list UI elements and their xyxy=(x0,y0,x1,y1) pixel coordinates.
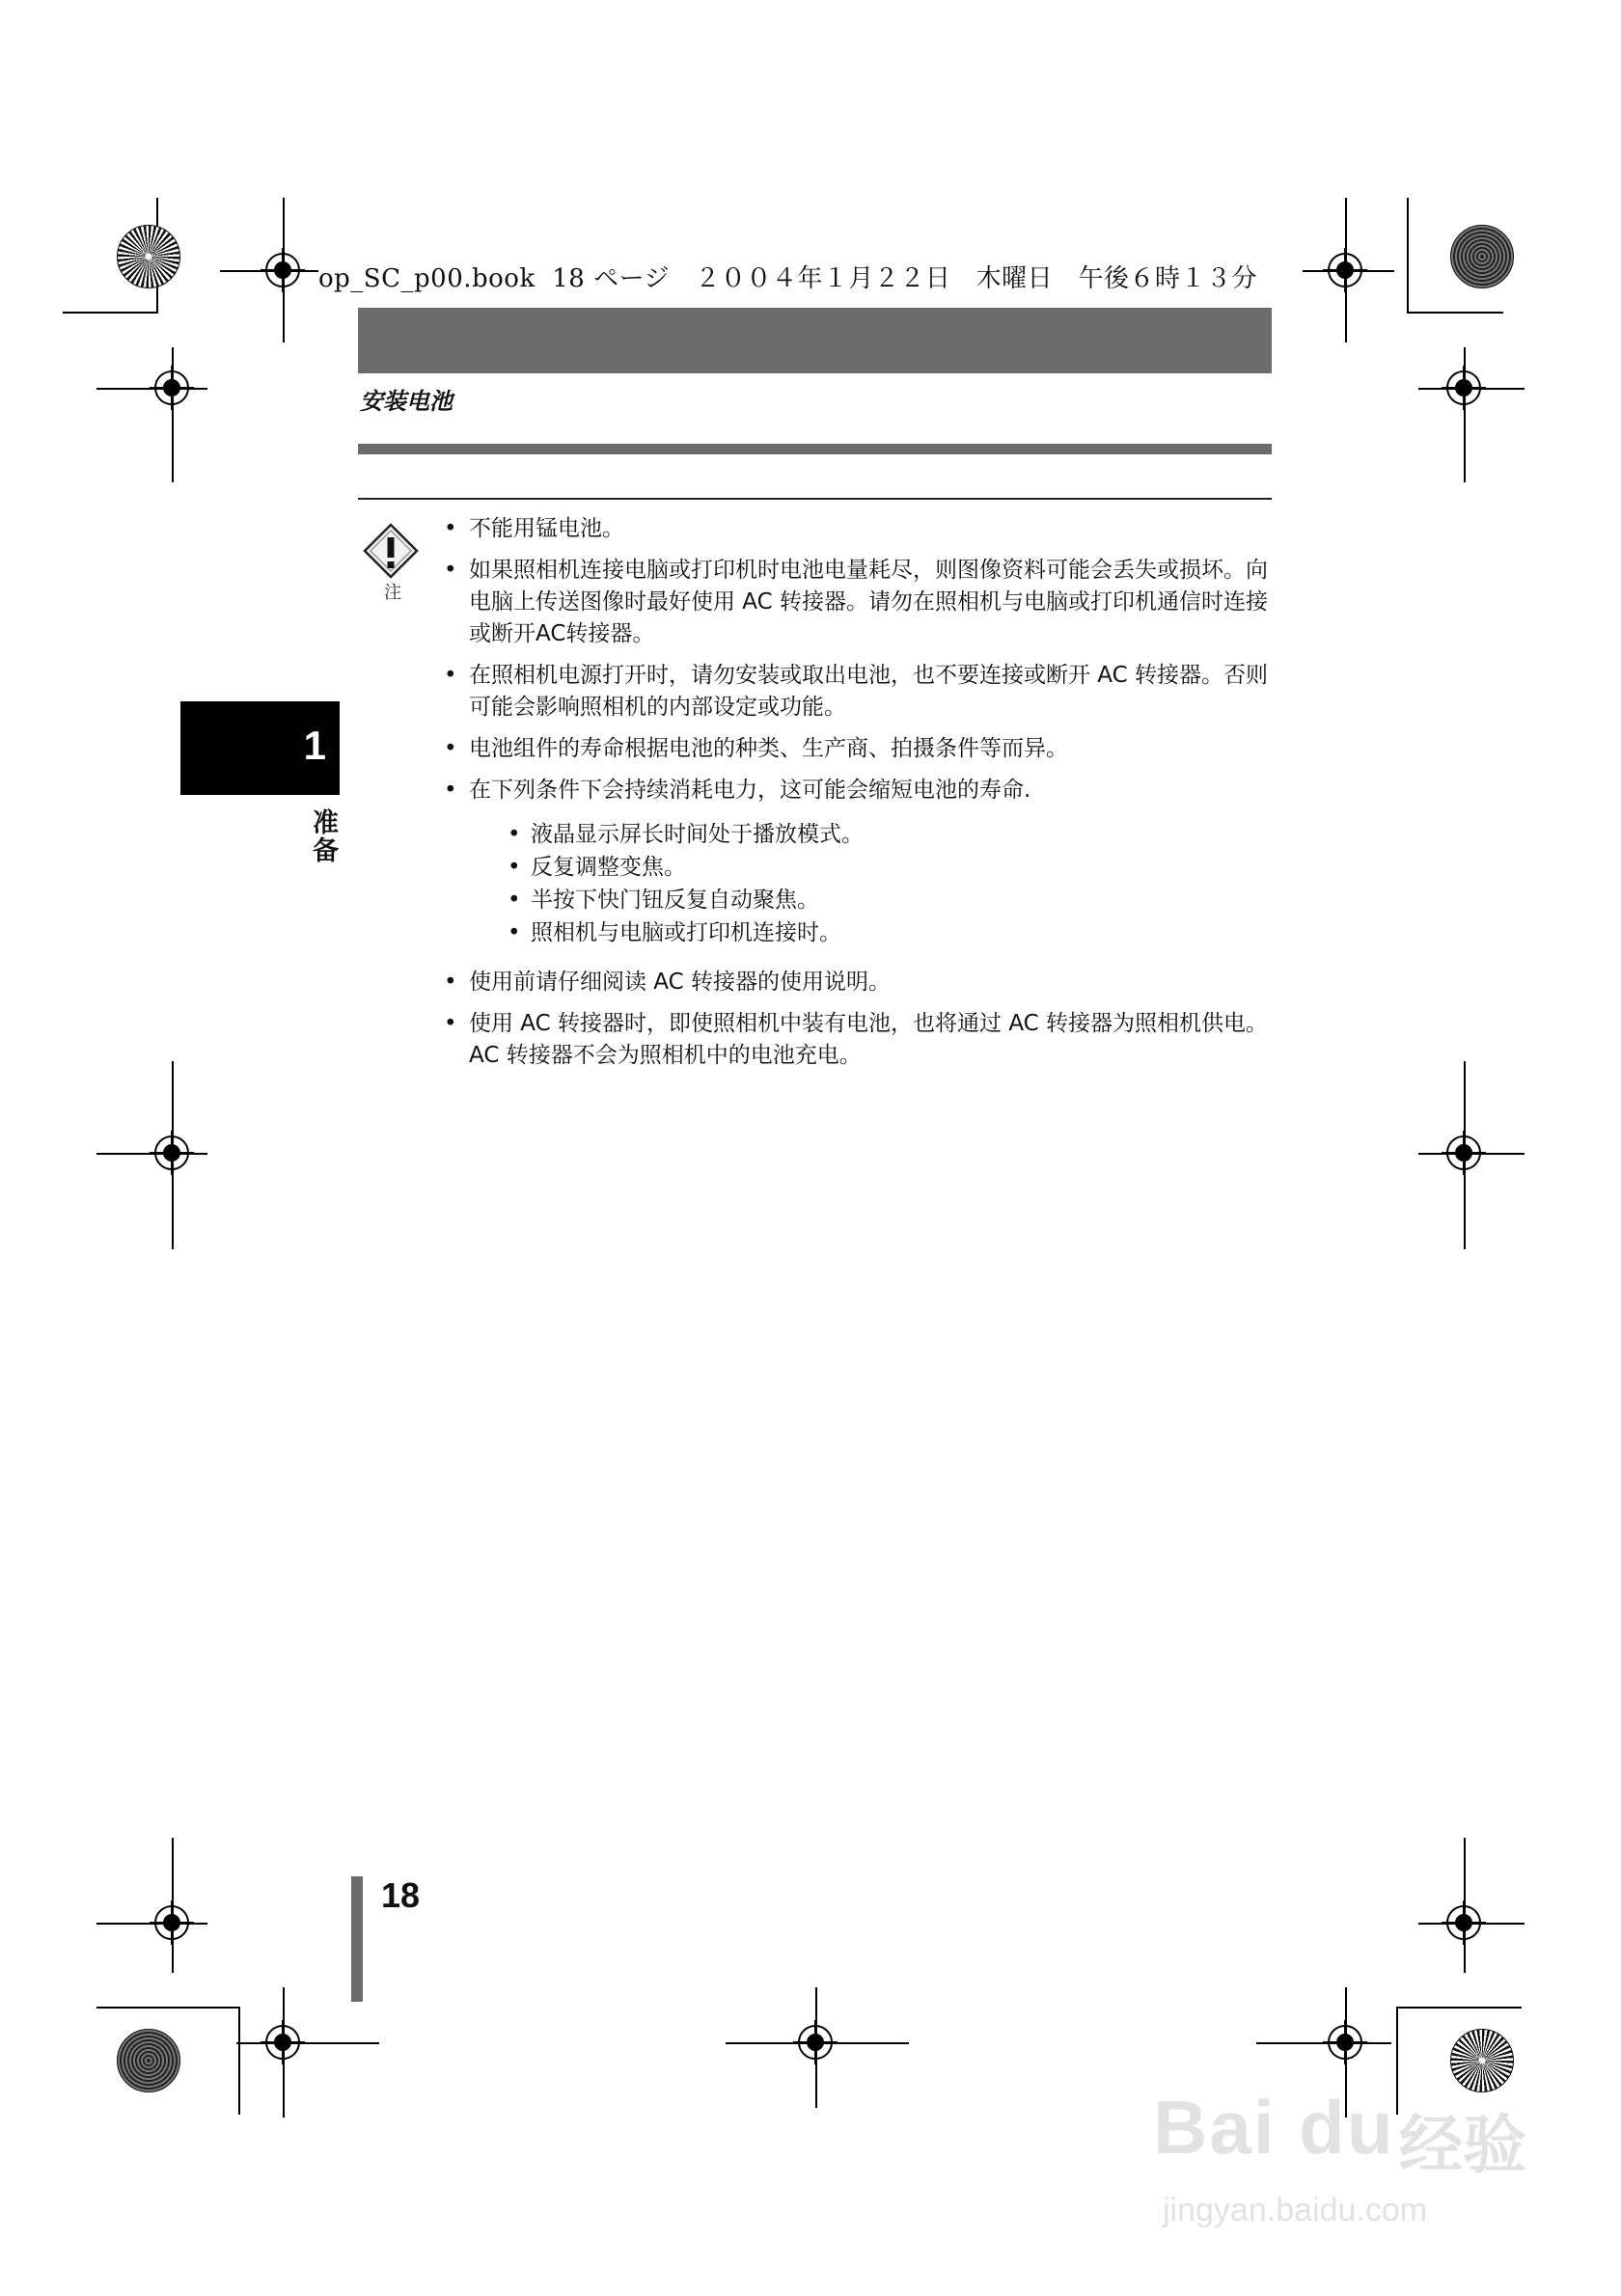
bullet: • xyxy=(508,855,521,880)
note-text: 使用前请仔细阅读 AC 转接器的使用说明。 xyxy=(469,970,892,995)
note-label: 注 xyxy=(384,583,401,603)
note-rule xyxy=(358,498,1272,500)
section-divider-bar xyxy=(358,444,1272,454)
condition-list xyxy=(508,818,1274,949)
registration-target-icon xyxy=(1442,1900,1486,1945)
list-item xyxy=(508,916,1274,949)
section-title: 安装电池 xyxy=(360,388,453,415)
note-text: 在下列条件下会持续消耗电力，这可能会缩短电池的寿命. xyxy=(469,778,1031,803)
watermark-brand: Bai du xyxy=(1153,2085,1395,2170)
notes-list xyxy=(442,513,1274,1081)
watermark-url: jingyan.baidu.com xyxy=(1163,2192,1428,2228)
chapter-label: 准备 xyxy=(308,808,338,864)
gradient-wheel-icon xyxy=(1450,225,1514,288)
list-item xyxy=(508,851,1274,884)
registration-target-icon xyxy=(1323,248,1367,292)
list-item xyxy=(442,660,1274,724)
list-item xyxy=(508,818,1274,851)
list-item xyxy=(442,775,1274,806)
bullet: • xyxy=(508,888,521,913)
color-wheel-icon xyxy=(117,225,180,288)
list-item xyxy=(442,555,1274,650)
note-text: 使用 AC 转接器时，即使照相机中装有电池，也将通过 AC 转接器为照相机供电。 AC 转接器不会为照相机中的电池充电。 xyxy=(469,1011,1269,1068)
registration-target-icon xyxy=(1323,2020,1367,2064)
gradient-wheel-icon xyxy=(117,2029,180,2092)
bullet: • xyxy=(444,558,457,583)
condition-text: 液晶显示屏长时间处于播放模式。 xyxy=(531,822,864,847)
page-number-bar xyxy=(351,1876,363,2002)
chapter-tab xyxy=(180,701,340,795)
condition-text: 半按下快门钮反复自动聚焦。 xyxy=(531,888,819,913)
registration-target-icon xyxy=(1442,366,1486,410)
registration-target-icon xyxy=(793,2020,838,2064)
bullet: • xyxy=(444,516,457,541)
note-text: 在照相机电源打开时，请勿安装或取出电池，也不要连接或断开 AC 转接器。否则可能会影响照相机的内部设定或功能。 xyxy=(469,663,1269,720)
section-header-bar xyxy=(358,308,1272,373)
registration-target-icon xyxy=(261,2020,305,2064)
registration-target-icon xyxy=(150,1131,194,1175)
chapter-number: 1 xyxy=(303,723,326,768)
bullet: • xyxy=(444,1011,457,1036)
list-item xyxy=(508,884,1274,916)
condition-text: 照相机与电脑或打印机连接时。 xyxy=(531,920,841,945)
list-item xyxy=(442,1008,1274,1072)
bullet: • xyxy=(508,920,521,945)
bullet: • xyxy=(444,970,457,995)
list-item xyxy=(442,733,1274,765)
bullet: • xyxy=(444,736,457,761)
bullet: • xyxy=(508,822,521,847)
list-item xyxy=(442,967,1274,998)
note-text: 不能用锰电池。 xyxy=(469,516,624,541)
bullet: • xyxy=(444,663,457,688)
condition-text: 反复调整变焦。 xyxy=(531,855,686,880)
bullet: • xyxy=(444,778,457,803)
note-text: 电池组件的寿命根据电池的种类、生产商、拍摄条件等而异。 xyxy=(469,736,1068,761)
list-item xyxy=(442,513,1274,545)
registration-target-icon xyxy=(261,248,305,292)
registration-target-icon xyxy=(150,1900,194,1945)
watermark xyxy=(1153,2084,1558,2248)
watermark-label: 经验 xyxy=(1399,2108,1526,2182)
registration-target-icon xyxy=(150,366,194,410)
page-number: 18 xyxy=(381,1875,421,1915)
registration-target-icon xyxy=(1442,1131,1486,1175)
note-text: 如果照相机连接电脑或打印机时电池电量耗尽，则图像资料可能会丢失或损坏。向电脑上传送图像时最好使用 AC 转接器。请勿在照相机与电脑或打印机通信时连接或断开AC转接器。 xyxy=(469,558,1269,646)
print-header: op_SC_p00.book 18 ページ ２００４年１月２２日 木曜日 午後６時１３分 xyxy=(318,264,1257,293)
